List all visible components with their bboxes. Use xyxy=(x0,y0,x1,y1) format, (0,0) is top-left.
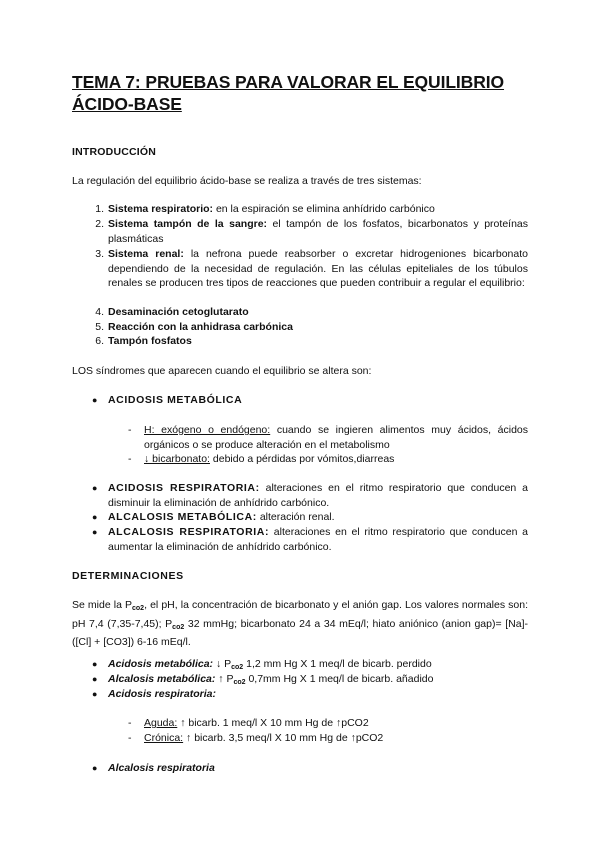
bullet-icon: ● xyxy=(92,483,98,493)
intro-paragraph: La regulación del equilibrio ácido-base se realiza a través de tres sistemas: xyxy=(72,175,422,187)
sub-list-item: - ↓ bicarbonato: debido a pérdidas por vómitos,diarreas xyxy=(128,453,395,465)
bullet-item: ● Acidosis respiratoria: xyxy=(92,688,216,700)
bullet-icon: ● xyxy=(92,674,98,684)
bullet-item: ● Acidosis metabólica: ↓ $P_{co2}$ 1,2 mm Hg X 1 meq/l de bicarb. perdido xyxy=(92,658,432,671)
bullet-icon: ● xyxy=(92,689,98,699)
dash-icon: - xyxy=(128,424,132,436)
dash-icon: - xyxy=(128,717,132,729)
bullet-icon: ● xyxy=(92,527,98,537)
bullet-item: ● ALCALOSIS RESPIRATORIA: alteraciones en el ritmo respiratorio que conducen a aumentar la eliminación de anhídrido carbónico. xyxy=(92,526,528,553)
section-heading-introduccion: INTRODUCCIÓN xyxy=(72,146,157,158)
sub-list-item: - H: exógeno o endógeno: cuando se ingieren alimentos muy ácidos, ácidos orgánicos o se produce alteración en el metabolismo xyxy=(128,424,529,451)
bullet-item: ● Alcalosis respiratoria xyxy=(92,762,215,774)
list-item: 2. Sistema tampón de la sangre: el tampón de los fosfatos, bicarbonatos y proteínas plasmáticas xyxy=(95,218,529,245)
dash-icon: - xyxy=(128,453,132,465)
list-item: 1. Sistema respiratorio: en la espiración se elimina anhídrido carbónico xyxy=(95,203,435,215)
sub-list-item: - Crónica: ↑ bicarb. 3,5 meq/l X 10 mm Hg de ↑pCO2 xyxy=(128,732,384,744)
list-item: 3. Sistema renal: la nefrona puede reabsorber o excretar hidrogeniones bicarbonato dependiendo de la necesidad de regulación. En las células epiteliales de los túbulos renales se producen tres tipos de reacciones que pueden contribuir a regular el equilibrio: xyxy=(95,248,528,289)
list-item: 6. Tampón fosfatos xyxy=(95,335,192,347)
bullet-item: ● ACIDOSIS RESPIRATORIA: alteraciones en el ritmo respiratorio que conducen a disminuir la eliminación de anhídrido carbónico. xyxy=(92,482,528,509)
page-title: TEMA 7: PRUEBAS PARA VALORAR EL EQUILIBRIO ÁCIDO-BASE xyxy=(72,72,505,114)
bullet-icon: ● xyxy=(92,659,98,669)
bullet-icon: ● xyxy=(92,763,98,773)
determinaciones-paragraph: Se mide la $P_{co2}$, el pH, la concentración de bicarbonato y el anión gap. Los valores normales son: pH 7,4 (7,35-7,45); $P_{co2}$ 32 mmHg; bicarbonato 24 a 34 mEq/l; hiato aniónico (anion gap)= [Na]- ([Cl] + [CO3]) 6-16 mEq/l. xyxy=(72,599,529,648)
dash-icon: - xyxy=(128,732,132,744)
list-item: 4. Desaminación cetoglutarato xyxy=(95,306,249,318)
sub-list-item: - Aguda: ↑ bicarb. 1 meq/l X 10 mm Hg de ↑pCO2 xyxy=(128,717,369,729)
bullet-item: ● ALCALOSIS METABÓLICA: alteración renal. xyxy=(92,511,335,523)
bullet-item: ● ACIDOSIS METABÓLICA xyxy=(92,394,243,406)
bullet-icon: ● xyxy=(92,512,98,522)
list-item: 5. Reacción con la anhidrasa carbónica xyxy=(95,321,293,333)
bullet-icon: ● xyxy=(92,395,98,405)
bullet-item: ● Alcalosis metabólica: ↑ $P_{co2}$ 0,7mm Hg X 1 meq/l de bicarb. añadido xyxy=(92,673,434,686)
section-heading-determinaciones: DETERMINACIONES xyxy=(72,570,184,582)
sindromes-paragraph: LOS síndromes que aparecen cuando el equilibrio se altera son: xyxy=(72,365,372,377)
